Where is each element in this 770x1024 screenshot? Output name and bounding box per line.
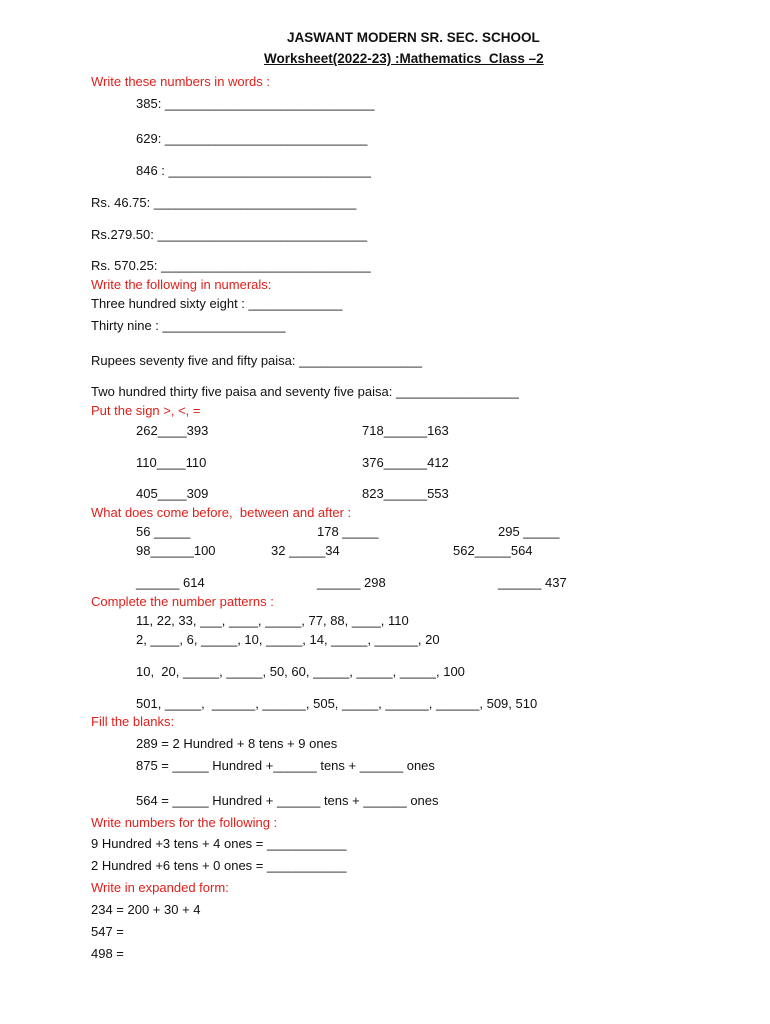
words-item-rs-570-25: Rs. 570.25: _____________________________ (91, 258, 371, 273)
sign-item: 823______553 (362, 486, 449, 501)
blank-item: 875 = _____ Hundred +______ tens + ______ ones (136, 758, 435, 773)
before-after-item: ______ 298 (317, 575, 386, 590)
before-after-item: 56 _____ (136, 524, 191, 539)
numerals-item: Rupees seventy five and fifty paisa: _________________ (91, 353, 423, 368)
numerals-item: Two hundred thirty five paisa and seventy five paisa: _________________ (91, 384, 519, 399)
pattern-item: 501, _____, ______, ______, 505, _____, ______, ______, 509, 510 (136, 696, 538, 711)
section-heading-blanks: Fill the blanks: (91, 714, 175, 729)
sign-item: 110____110 (136, 455, 207, 470)
words-item-rs-46-75: Rs. 46.75: ____________________________ (91, 195, 357, 210)
section-heading-patterns: Complete the number patterns : (91, 594, 274, 609)
section-heading-expanded: Write in expanded form: (91, 880, 229, 895)
expanded-item: 547 = (91, 924, 124, 939)
numerals-item: Three hundred sixty eight : _____________ (91, 296, 343, 311)
before-after-item: ______ 614 (136, 575, 205, 590)
sign-item: 376______412 (362, 455, 449, 470)
write-numbers-item: 2 Hundred +6 tens + 0 ones = ___________ (91, 858, 347, 873)
before-after-item: 98______100 (136, 543, 216, 558)
blank-item: 564 = _____ Hundred + ______ tens + ______ ones (136, 793, 439, 808)
sign-item: 262____393 (136, 423, 209, 438)
section-heading-before-after: What does come before, between and after : (91, 505, 352, 520)
numerals-item: Thirty nine : _________________ (91, 318, 286, 333)
words-item-rs-279-50: Rs.279.50: _____________________________ (91, 227, 368, 242)
before-after-item: ______ 437 (498, 575, 567, 590)
section-heading-sign: Put the sign >, <, = (91, 403, 201, 418)
pattern-item: 11, 22, 33, ___, ____, _____, 77, 88, ____, 110 (136, 613, 409, 628)
expanded-item: 498 = (91, 946, 124, 961)
sign-item: 405____309 (136, 486, 209, 501)
write-numbers-item: 9 Hundred +3 tens + 4 ones = ___________ (91, 836, 347, 851)
section-heading-words: Write these numbers in words : (91, 74, 270, 89)
worksheet-title: Worksheet(2022-23) :Mathematics Class –2 (264, 51, 544, 66)
words-item-846: 846 : ____________________________ (136, 163, 371, 178)
section-heading-numerals: Write the following in numerals: (91, 277, 272, 292)
before-after-item: 562_____564 (453, 543, 533, 558)
school-name: JASWANT MODERN SR. SEC. SCHOOL (287, 30, 540, 45)
pattern-item: 10, 20, _____, _____, 50, 60, _____, _____, _____, 100 (136, 664, 465, 679)
sign-item: 718______163 (362, 423, 449, 438)
blank-item: 289 = 2 Hundred + 8 tens + 9 ones (136, 736, 338, 751)
section-heading-write-numbers: Write numbers for the following : (91, 815, 278, 830)
pattern-item: 2, ____, 6, _____, 10, _____, 14, _____, ______, 20 (136, 632, 440, 647)
words-item-385: 385: _____________________________ (136, 96, 375, 111)
words-item-629: 629: ____________________________ (136, 131, 368, 146)
before-after-item: 295 _____ (498, 524, 560, 539)
before-after-item: 178 _____ (317, 524, 379, 539)
before-after-item: 32 _____34 (271, 543, 340, 558)
expanded-item: 234 = 200 + 30 + 4 (91, 902, 201, 917)
